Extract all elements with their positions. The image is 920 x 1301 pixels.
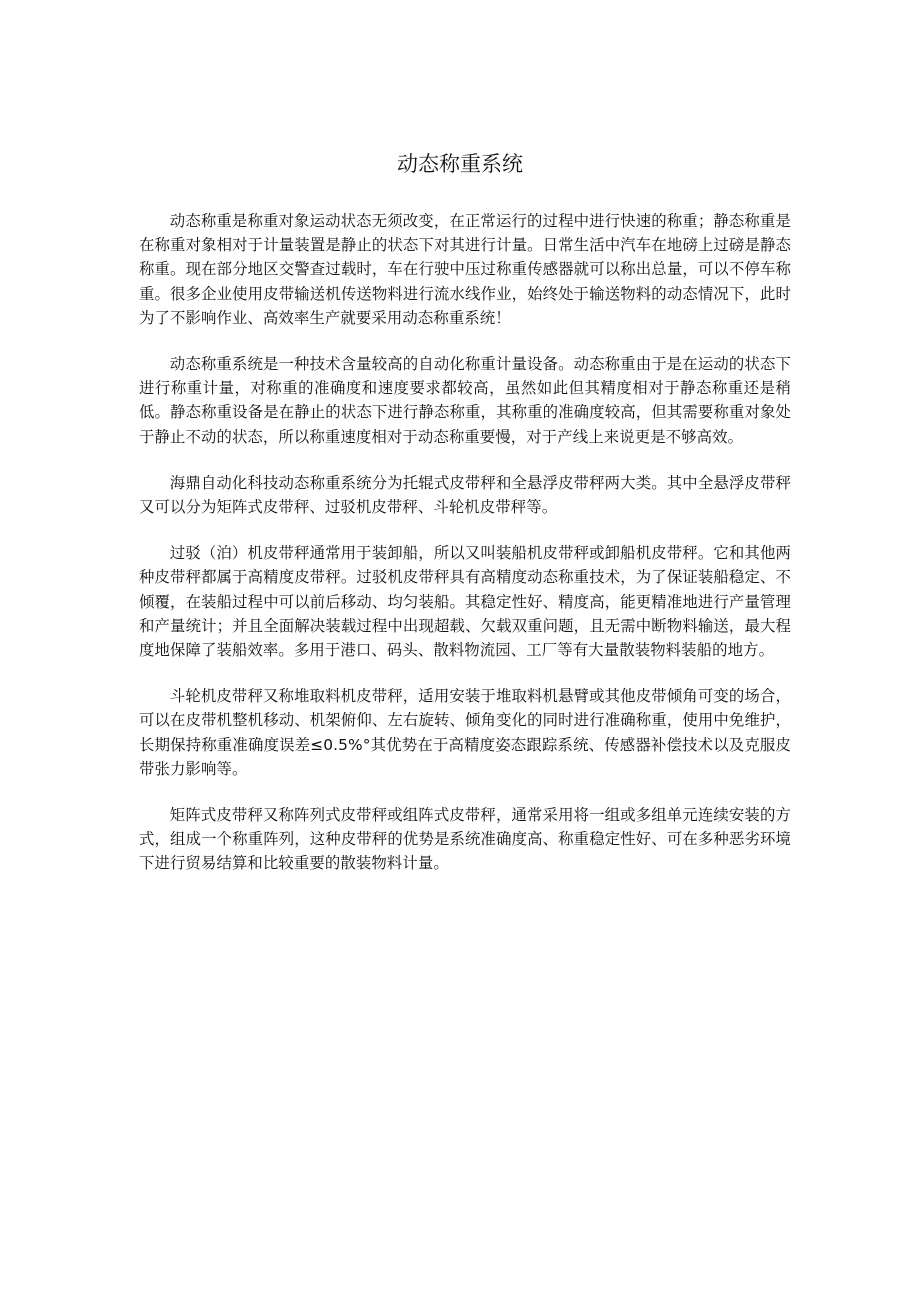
document-title: 动态称重系统 — [397, 152, 523, 176]
paragraph-2: 动态称重系统是一种技术含量较高的自动化称重计量设备。动态称重由于是在运动的状态下进行称重计量，对称重的准确度和速度要求都较高，虽然如此但其精度相对于静态称重还是稍低。静态称重设备是在静止的状态下进行静态称重，其称重的准确度较高，但其需要称重对象处于静止不动的状态，所以称重速度相对于动态称重要慢，对于产线上来说更是不够高效。 — [139, 355, 791, 446]
paragraph-4: 过驳（泊）机皮带秤通常用于装卸船，所以又叫装船机皮带秤或卸船机皮带秤。它和其他两种皮带秤都属于高精度皮带秤。过驳机皮带秤具有高精度动态称重技术，为了保证装船稳定、不倾覆，在装船过程中可以前后移动、均匀装船。其稳定性好、精度高，能更精准地进行产量管理和产量统计；并且全面解决装载过程中出现超载、欠载双重问题，且无需中断物料输送，最大程度地保障了装船效率。多用于港口、码头、散料物流园、工厂等有大量散装物料装船的地方。 — [139, 544, 791, 660]
paragraph-3: 海鼎自动化科技动态称重系统分为托辊式皮带秤和全悬浮皮带秤两大类。其中全悬浮皮带秤又可以分为矩阵式皮带秤、过驳机皮带秤、斗轮机皮带秤等。 — [139, 473, 791, 517]
paragraph-1: 动态称重是称重对象运动状态无须改变，在正常运行的过程中进行快速的称重；静态称重是在称重对象相对于计量装置是静止的状态下对其进行计量。日常生活中汽车在地磅上过磅是静态称重。现在部分地区交警查过载时，车在行驶中压过称重传感器就可以称出总量，可以不停车称重。很多企业使用皮带输送机传送物料进行流水线作业，始终处于输送物料的动态情况下，此时为了不影响作业、高效率生产就要采用动态称重系统！ — [139, 212, 791, 327]
document-body — [139, 209, 791, 898]
paragraph-5: 斗轮机皮带秤又称堆取料机皮带秤，适用安装于堆取料机悬臂或其他皮带倾角可变的场合，可以在皮带机整机移动、机架俯仰、左右旋转、倾角变化的同时进行准确称重，使用中免维护，长期保持称重准确度误差≤0.5%°其优势在于高精度姿态跟踪系统、传感器补偿技术以及克服皮带张力影响等。 — [139, 687, 791, 778]
paragraph-6: 矩阵式皮带秤又称阵列式皮带秤或组阵式皮带秤，通常采用将一组或多组单元连续安装的方式，组成一个称重阵列，这种皮带秤的优势是系统准确度高、称重稳定性好、可在多种恶劣环境下进行贸易结算和比较重要的散装物料计量。 — [139, 806, 791, 873]
